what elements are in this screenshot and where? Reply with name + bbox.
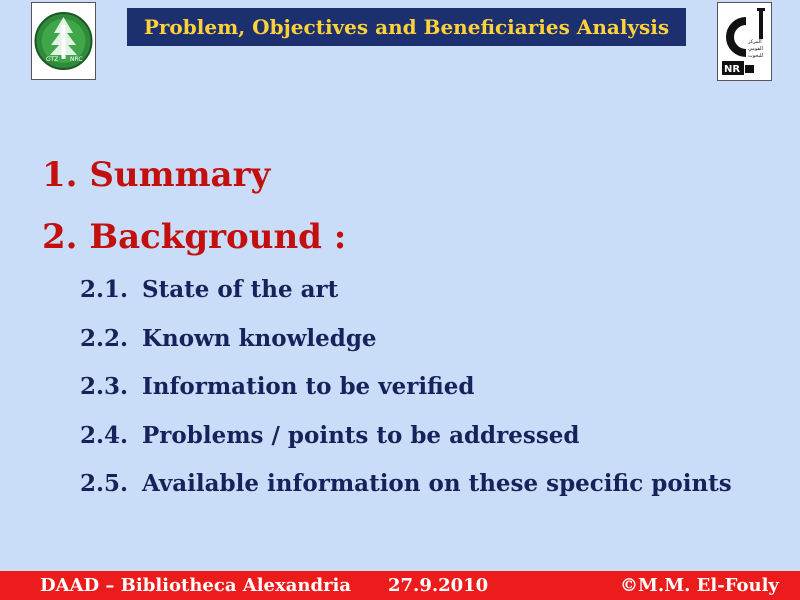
outline-subitem-text: Problems / points to be addressed (142, 422, 580, 449)
svg-text:NRC: NRC (70, 56, 83, 63)
slide-title-box (127, 8, 686, 46)
outline-item-summary: 1. Summary (42, 155, 271, 195)
outline-subitem-number: 2.2. (80, 325, 129, 352)
svg-text:للبحوث: للبحوث (748, 53, 764, 59)
outline-item-background: 2. Background : (42, 217, 347, 257)
outline-subitem-text: Known knowledge (142, 325, 377, 352)
outline-subitem-text: State of the art (142, 276, 339, 303)
outline-subitem-number: 2.1. (80, 276, 129, 303)
outline-subitem (80, 372, 475, 402)
outline-subitem-number: 2.3. (80, 373, 129, 400)
outline-subitem (80, 275, 338, 305)
outline-subitem (80, 469, 732, 499)
svg-text:المركز: المركز (748, 39, 762, 45)
nrc-emblem-icon (718, 3, 771, 80)
svg-text:القومي: القومي (748, 46, 763, 52)
outline-subitem (80, 421, 580, 451)
svg-text:NR: NR (724, 64, 741, 75)
slide-footer (0, 571, 800, 600)
outline-subitem-text: Available information on these specific points (142, 470, 732, 497)
outline-subitem (80, 324, 377, 354)
outline-subitem-number: 2.4. (80, 422, 129, 449)
tree-emblem-icon (32, 3, 95, 79)
outline-subitem-number: 2.5. (80, 470, 129, 497)
footer-author: ©M.M. El-Fouly (620, 575, 779, 596)
footer-date: 27.9.2010 (388, 575, 489, 596)
gtz-nrc-logo (31, 2, 96, 80)
svg-text:GTZ: GTZ (46, 56, 59, 63)
nrc-logo (717, 2, 772, 81)
slide-title: Problem, Objectives and Beneficiaries Analysis (143, 15, 670, 39)
footer-event: DAAD – Bibliotheca Alexandria (40, 575, 352, 596)
outline-subitem-text: Information to be verified (142, 373, 475, 400)
